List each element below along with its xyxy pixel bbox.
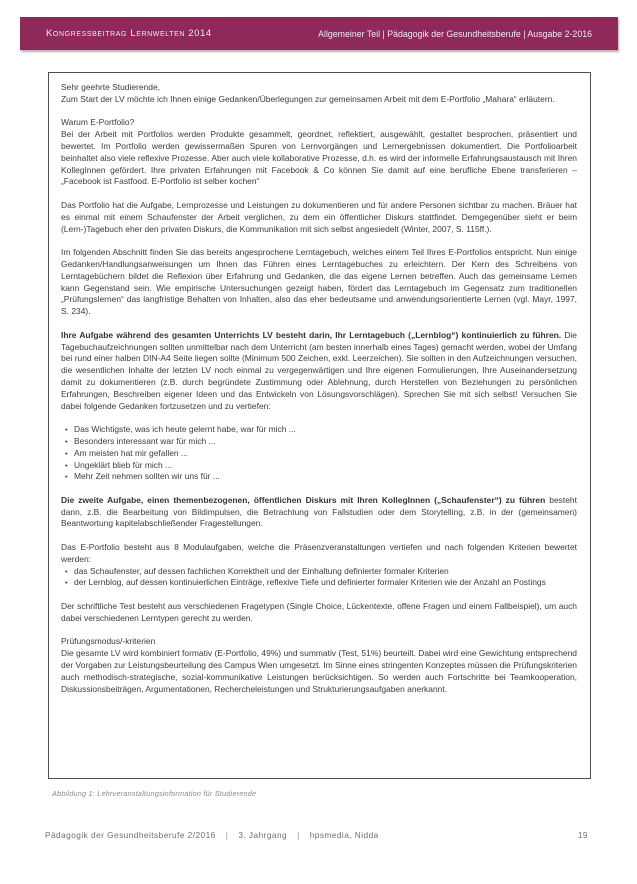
task1-rest-text: Die Tagebuchaufzeichnungen sollten unmittelbar nach dem Unterricht (am besten innerhalb eines Tages) gemacht werden, wobei der Umfang bei rund einer halben DIN-A4 Seite liegen sollte (Minimum 500 Zeichen, exkl. Leerzeichen). Sie sollten in den Aufzeichnungen versuchen, die wesentlichen Inhalte der letzten LV noch einmal zu vergegenwärtigen und Ihre eigenen Formulierungen, Ihre Auseinandersetzung damit zu dokumentieren (z.B. durch begründete Zustimmung oder Ablehnung, durch Herstellen von Beziehungen zu persönlichen Erfahrungen, Beschreiben eigener Ideen und das Entwickeln von Lösungsvorschlägen). Sprechen Sie mit sich selbst! Versuchen Sie dabei folgende Gedanken fortzusetzen und zu vertiefen: — [61, 329, 577, 411]
list-item: • Ungeklärt blieb für mich ... — [74, 460, 577, 472]
task1-bold-lead: Ihre Aufgabe während des gesamten Unterrichts LV besteht darin, Ihr Lerntagebuch („Lernblog“) kontinuierlich zu führen. — [61, 329, 562, 340]
footer-publication-info — [45, 830, 379, 840]
paragraph-salutation — [61, 82, 577, 106]
paragraph-modules-intro: Das E-Portfolio besteht aus 8 Modulaufgaben, welche die Präsenzveranstaltungen vertiefen und nach folgenden Kriterien bewertet werden: — [61, 542, 577, 564]
course-info-figure-box — [48, 72, 591, 779]
exam-heading-line: Prüfungsmodus/-kriterien — [61, 636, 156, 647]
why-heading-line: Warum E-Portfolio? — [61, 117, 135, 128]
why-body-text: Bei der Arbeit mit Portfolios werden Produkte gesammelt, geordnet, reflektiert, ausgewählt, gestaltet besprochen, präsentiert und bewertet. Im Portfolio werden gewissermaßen Spuren von Lernvorgängen und Lernergebnissen dokumentiert. Die Portfolioarbeit beinhaltet also viele reflexive Prozesse. Aber auch viele kollaborative Prozesse, d.h. es wird der informelle Erfahrungsaustausch mit Ihren KollegInnen gefördert. Ihre privaten Erfahrungen mit Facebook & Co können Sie damit auf eine berufliche Ebene transferieren – „Facebook ist Fastfood. E-Portfolio ist selber kochen“ — [61, 129, 577, 187]
task2-bold-lead: Die zweite Aufgabe, einen themenbezogenen, öffentlichen Diskurs mit Ihren KollegInnen („Schaufenster“) zu führen — [61, 494, 546, 505]
footer-separator: | — [297, 830, 300, 840]
assessment-criteria-list — [61, 566, 577, 590]
page-footer — [45, 830, 588, 840]
paragraph-test-info: Der schriftliche Test besteht aus verschiedenen Fragetypen (Single Choice, Lückentexte, offene Fragen und einem Fallbeispiel), um auch dabei verschiedenen Lerntypen gerecht zu werden. — [61, 601, 577, 623]
reflection-prompts-list — [61, 424, 577, 483]
footer-publisher: hpsmedia, Nidda — [309, 830, 379, 840]
footer-journal: Pädagogik der Gesundheitsberufe 2/2016 — [45, 830, 216, 840]
footer-separator: | — [225, 830, 229, 840]
paragraph-diary-section: Im folgenden Abschnitt finden Sie das bereits angesprochene Lerntagebuch, welches einem Teil Ihres E-Portfolios entspricht. Nun einige Gedanken/Handlungsanweisungen um Ihnen das Führen eines Lerntagebuches zu erleichtern. Der Kern des Schreibens von Lerntagebüchern bildet die Reflexion über Erfahrung und Gedanken, die das eigene Lernen betreffen. Auch das gemeinsame Lernen kann Gegenstand sein. Wie empirische Untersuchungen gezeigt haben, fördert das Lerntagebuch im Gegensatz zum traditionellen „Prüfungslernen“ das langfristige Behalten von Inhalten, also das eher bedeutsame und anwendungsorientierte Lernen (vgl. Mayr, 1997, S. 234). — [61, 247, 577, 317]
list-item: • das Schaufenster, auf dessen fachlichen Korrektheit und der Einhaltung definierter formaler Kriterien — [74, 566, 577, 578]
paragraph-portfolio-role: Das Portfolio hat die Aufgabe, Lernprozesse und Leistungen zu dokumentieren und für andere Personen sichtbar zu machen. Bräuer hat es einmal mit einem Schaufenster der Arbeit verglichen, zu dem ein öffentlicher Diskurs stattfindet. Demgegenüber sieht er beim (Lern-)Tagebuch eher den privaten Diskurs, die Kommunikation mit sich selbst angesiedelt (Winter, 2007, S. 115ff.). — [61, 199, 577, 234]
header-article-type: Kongressbeitrag Lernwelten 2014 — [46, 28, 212, 39]
page-number: 19 — [577, 830, 588, 840]
footer-volume: 3. Jahrgang — [238, 830, 288, 840]
paragraph-task2 — [61, 495, 577, 530]
intro-line: Zum Start der LV möchte ich Ihnen einige Gedanken/Überlegungen zur gemeinsamen Arbeit mit dem E-Portfolio „Mahara“ erläutern. — [61, 93, 555, 104]
list-item: • Mehr Zeit nehmen sollten wir uns für ... — [74, 471, 577, 483]
paragraph-exam-mode — [61, 636, 577, 695]
salutation-line: Sehr geehrte Studierende, — [61, 82, 160, 92]
list-item: • Besonders interessant war für mich ... — [74, 436, 577, 448]
page-header-bar — [20, 17, 618, 50]
figure-caption: Abbildung 1: Lehrveranstaltungsinformation für Studierende — [52, 789, 257, 798]
exam-body-text: Die gesamte LV wird kombiniert formativ (E-Portfolio, 49%) und summativ (Test, 51%) beurteilt. Dabei wird eine Gewichtung entsprechend der Vorgaben zur Leistungsbeurteilung des Campus Wien umgesetzt. Im Sinne eines stringenten Konzeptes müssen die Prüfungskriterien auch methodisch-strategische, sozial-kommunikative Leistungen berücksichtigen. So werden auch Fortschritte bei Teamkooperation, Diskussionsbeiträgen, Argumentationen, Rechercheleistungen und Strukturierungsaufgaben anerkannt. — [61, 648, 577, 694]
header-journal-info: Allgemeiner Teil | Pädagogik der Gesundheitsberufe | Ausgabe 2-2016 — [318, 28, 592, 39]
task2-rest-text: besteht dann, z.B. die Bearbeitung von Bildimpulsen, die Betrachtung von Fallstudien oder dem Storytelling, z.B. in der (gemeinsamen) Beantwortung kapitelabschließender Fragestellungen. — [61, 494, 577, 529]
list-item: • der Lernblog, auf dessen kontinuierlichen Einträge, reflexive Tiefe und definierter formaler Kriterien wie der Anzahl an Postings — [74, 577, 577, 589]
list-item: • Das Wichtigste, was ich heute gelernt habe, war für mich ... — [74, 424, 577, 436]
paragraph-why-eportfolio — [61, 117, 577, 188]
paragraph-task1 — [61, 330, 577, 413]
list-item: • Am meisten hat mir gefallen ... — [74, 448, 577, 460]
